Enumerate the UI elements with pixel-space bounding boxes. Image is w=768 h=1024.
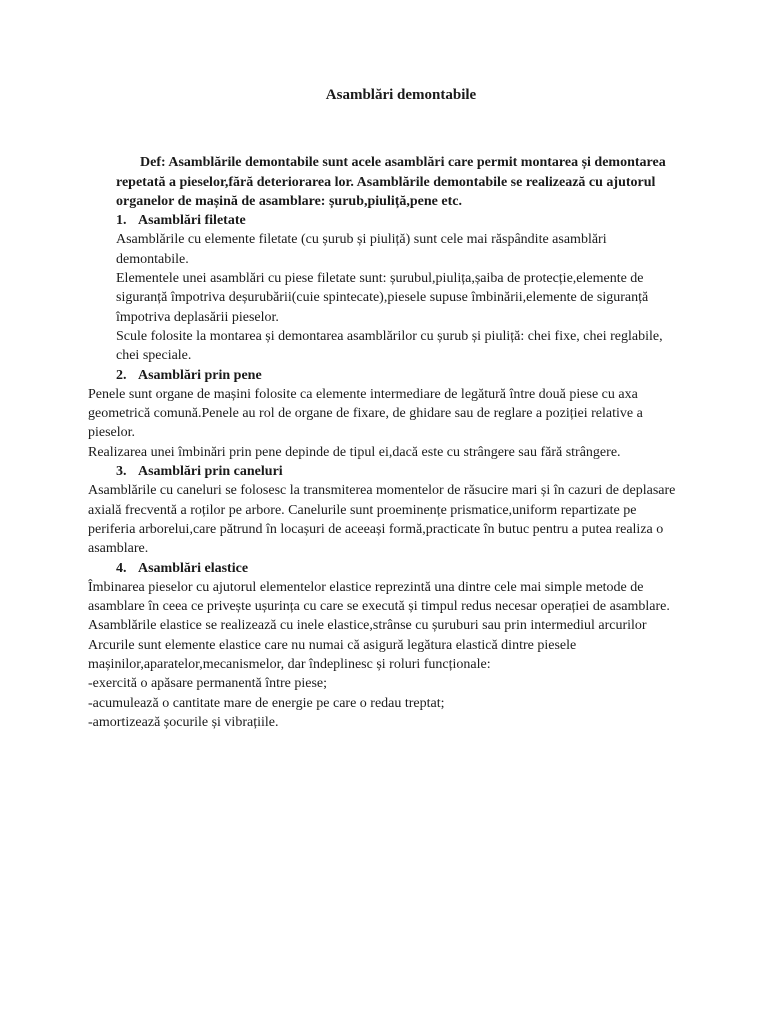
section-heading [116,559,676,578]
paragraph: Asamblările cu caneluri se folosesc la transmiterea momentelor de răsucire mari și în cazuri de deplasare axială frecventă a roților pe arbore. Canelurile sunt proeminențe prismatice,uniform repartizate pe periferia arborelui,care pătrund în locașuri de aceeași formă,practicate în butuc pentru a putea realiza o asamblare. [88,483,676,557]
section-title: Asamblări filetate [138,213,246,229]
paragraph: Realizarea unei îmbinări prin pene depinde de tipul ei,dacă este cu strângere sau fără strângere. [88,444,621,460]
section-title: Asamblări elastice [138,560,249,576]
paragraph: Asamblările elastice se realizează cu inele elastice,strânse cu șuruburi sau prin intermediul arcurilor [88,618,647,634]
section-heading [116,211,676,230]
section-number: 2. [116,367,127,383]
list-item: -acumulează o cantitate mare de energie pe care o redau treptat; [88,695,445,711]
list-item: -exercită o apăsare permanentă între piese; [88,676,328,692]
paragraph: Asamblările cu elemente filetate (cu șurub și piuliță) sunt cele mai răspândite asamblări demontabile. [116,232,607,267]
section-number: 3. [116,464,127,480]
definition-paragraph: Def: Asamblările demontabile sunt acele asamblări care permit montarea și demontarea repetată a pieselor,fără deteriorarea lor. Asamblările demontabile se realizează cu ajutorul organelor de mașină de asamblare: șurub,piuliță,pene etc. [116,155,666,209]
paragraph: Arcurile sunt elemente elastice care nu numai că asigură legătura elastică dintre piesele mașinilor,aparatelor,mecanismelor, dar îndeplinesc și roluri funcționale: [88,637,577,673]
list-item: -amortizează șocurile și vibrațiile. [88,714,279,730]
paragraph: Scule folosite la montarea și demontarea asamblărilor cu șurub și piuliță: chei fixe, chei reglabile, chei speciale. [116,328,663,364]
paragraph: Penele sunt organe de mașini folosite ca elemente intermediare de legătură între două piese cu axa geometrică comună.Penele au rol de organe de fixare, de ghidare sau de reglare a poziției relative a pieselor. [88,386,643,441]
paragraph: Elementele unei asamblări cu piese filetate sunt: șurubul,piulița,șaiba de protecție,elemente de siguranță împotriva deșurubării(cuie spintecate),piesele supuse îmbinării,elemente de siguranță împotriva deplasării pieselor. [116,271,649,325]
paragraph: Îmbinarea pieselor cu ajutorul elementelor elastice reprezintă una dintre cele mai simple metode de asamblare în ceea ce privește ușurința cu care se execută și timpul redus necesar operației de asamblare. [88,579,670,615]
section-heading [116,366,676,385]
document-page [88,86,676,732]
document-title: Asamblări demontabile [325,87,477,103]
section-title: Asamblări prin caneluri [138,464,283,480]
section-number: 4. [116,560,127,576]
section-number: 1. [116,213,127,229]
section-heading [116,462,676,481]
section-title: Asamblări prin pene [138,367,262,383]
